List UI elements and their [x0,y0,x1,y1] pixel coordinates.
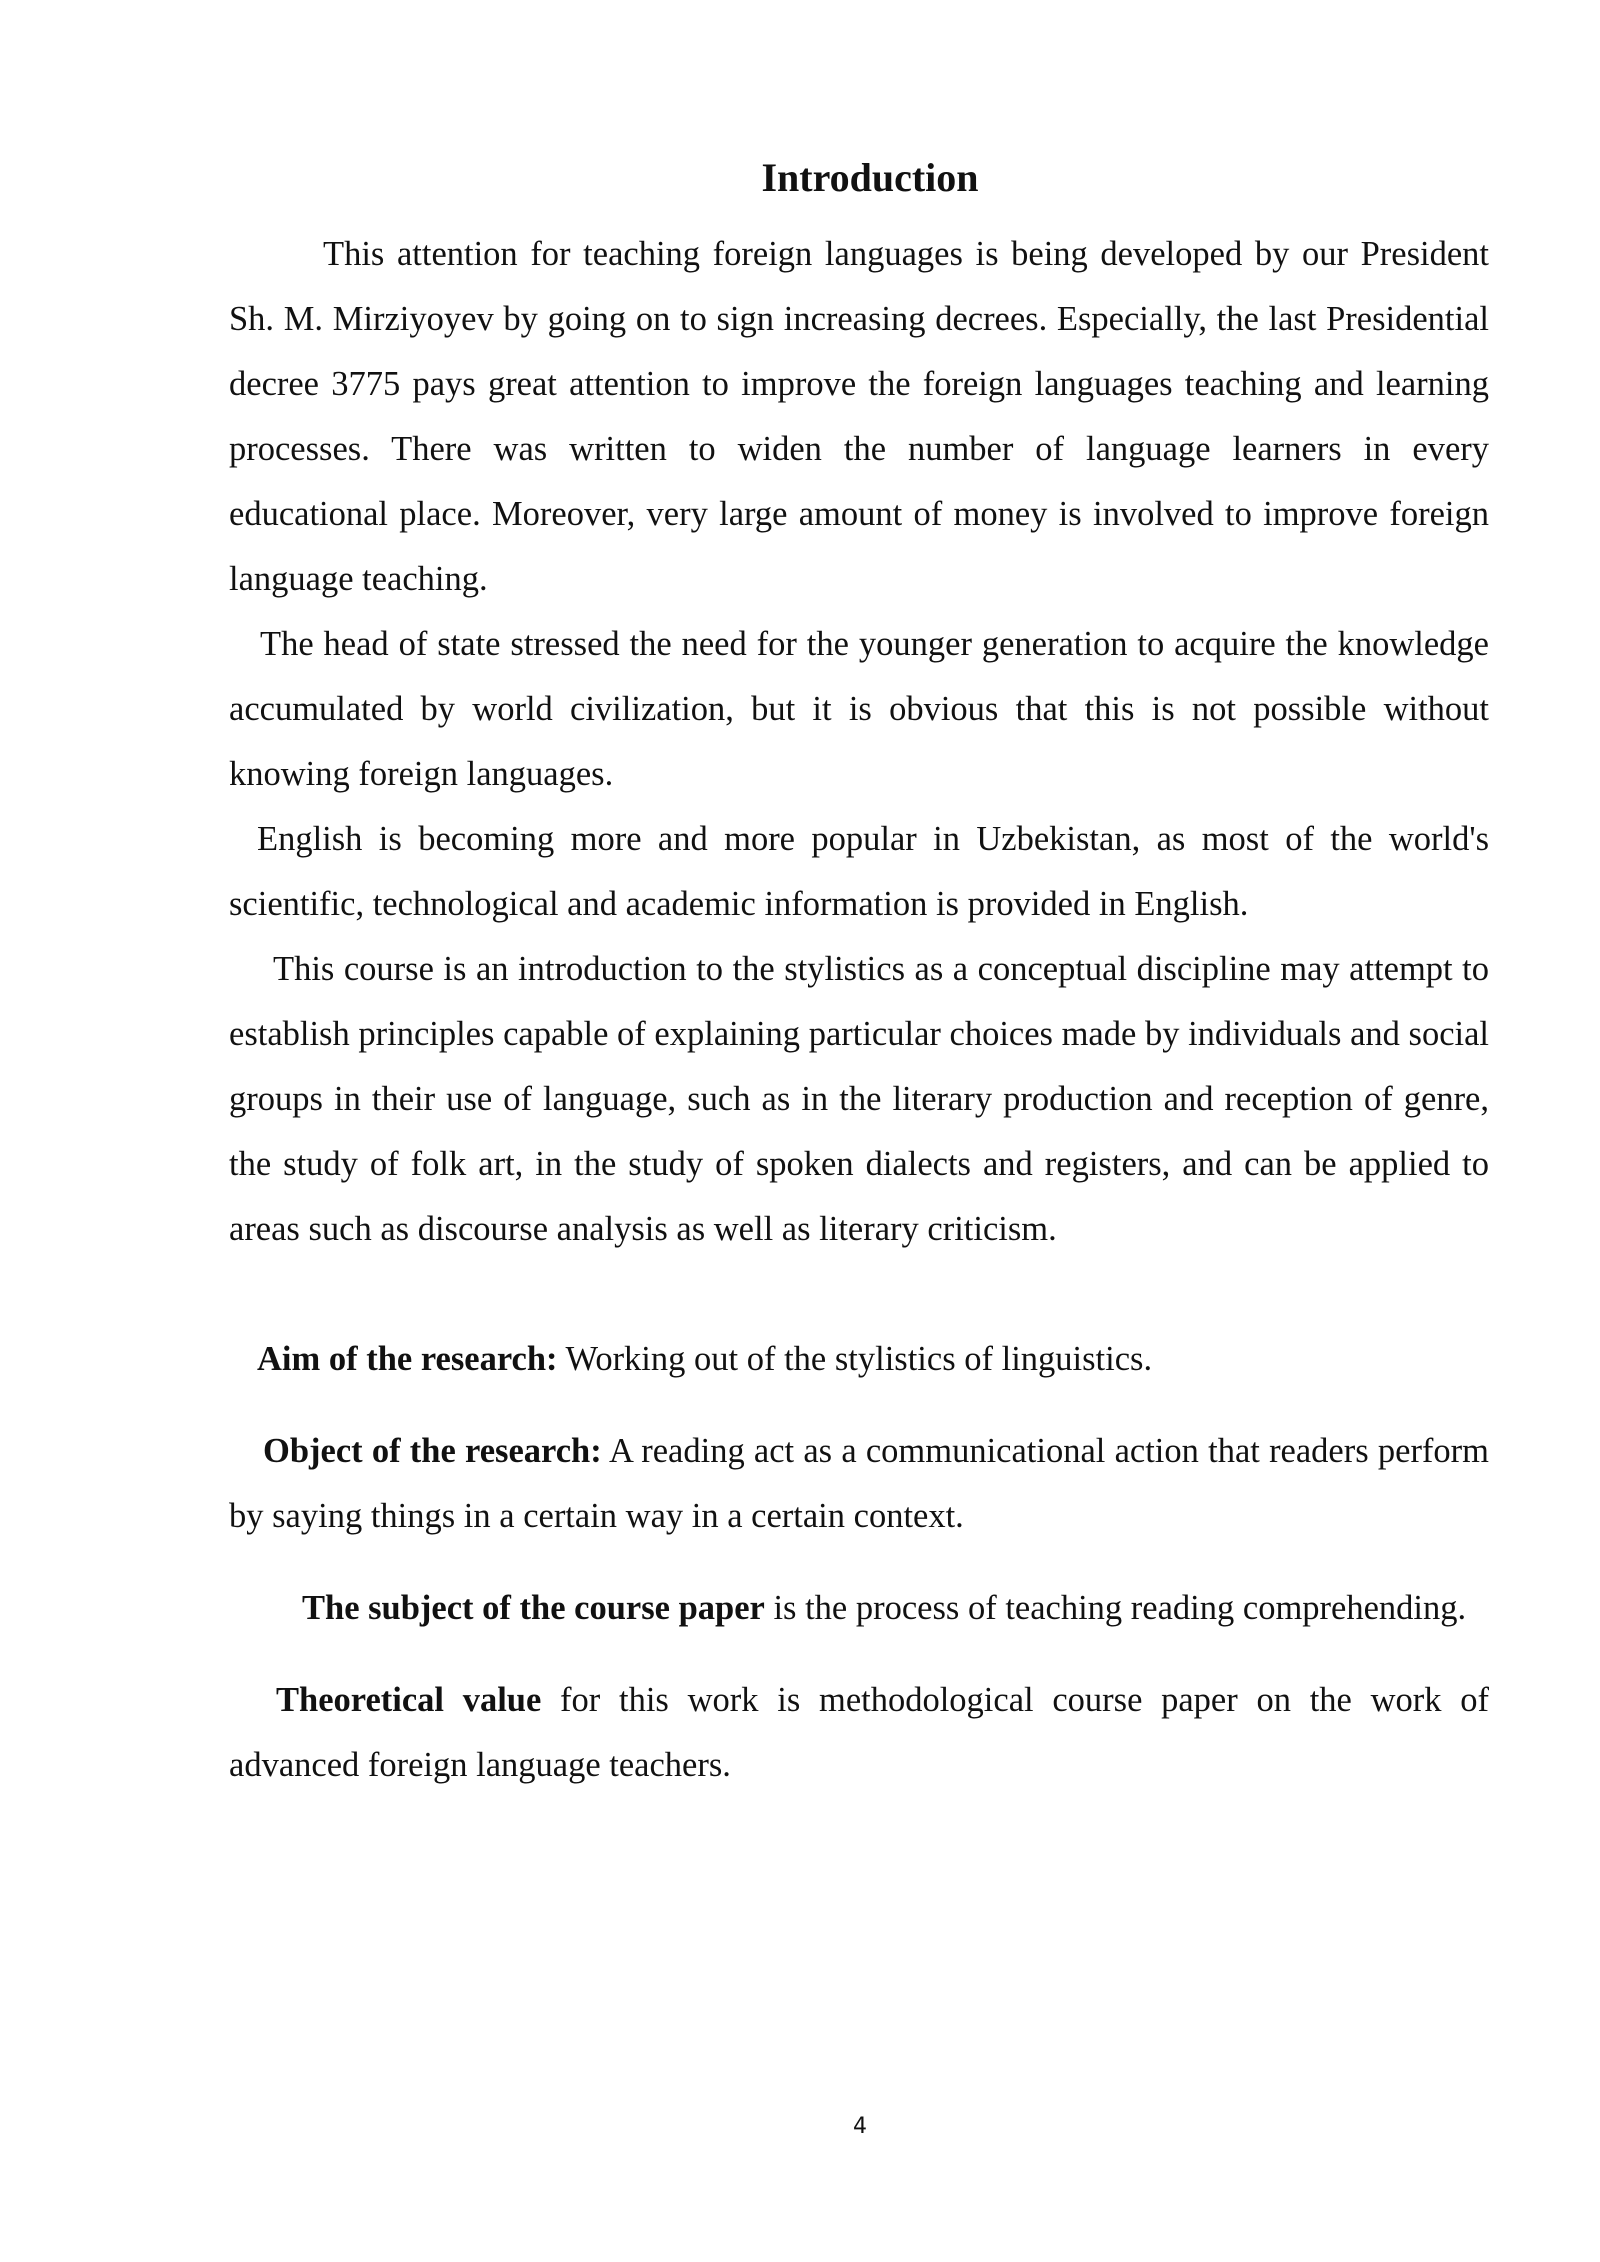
object-of-research [229,1419,1489,1549]
subject-text: is the process of teaching reading comprehending. [764,1589,1467,1627]
subject-of-course-paper [229,1576,1489,1641]
page-number: 4 [853,2114,867,2139]
theoretical-label: Theoretical value [276,1681,542,1719]
body-text [229,222,1489,1798]
object-text: A reading act as a communicational action that readers perform by saying things in a certain way in a certain context. [229,1432,1489,1535]
paragraph-presidential-decree: This attention for teaching foreign languages is being developed by our President Sh. M. Mirziyoyev by going on to sign increasing decrees. Especially, the last Presidential decree 3775 pays great attention to improve the foreign languages teaching and learning processes. There was written to widen the number of language learners in every educational place. Moreover, very large amount of money is involved to improve foreign language teaching. [229,235,1489,598]
object-label: Object of the research: [263,1432,602,1470]
page-title: Introduction [761,155,979,200]
paragraph-english-popularity: English is becoming more and more popular in Uzbekistan, as most of the world's scientific, technological and academic information is provided in English. [229,820,1489,923]
theoretical-value [229,1668,1489,1798]
aim-text: Working out of the stylistics of linguistics. [557,1340,1153,1378]
paragraph-head-of-state: The head of state stressed the need for the younger generation to acquire the knowledge accumulated by world civilization, but it is obvious that this is not possible without knowing foreign languages. [229,625,1489,793]
aim-label: Aim of the research: [257,1340,558,1378]
paragraph-course-stylistics: This course is an introduction to the stylistics as a conceptual discipline may attempt to establish principles capable of explaining particular choices made by individuals and social groups in their use of language, such as in the literary production and reception of genre, the study of folk art, in the study of spoken dialects and registers, and can be applied to areas such as discourse analysis as well as literary criticism. [229,950,1489,1248]
subject-label: The subject of the course paper [302,1589,765,1627]
theoretical-text: for this work is methodological course paper on the work of advanced foreign language teachers. [229,1681,1489,1784]
aim-of-research [229,1327,1489,1392]
